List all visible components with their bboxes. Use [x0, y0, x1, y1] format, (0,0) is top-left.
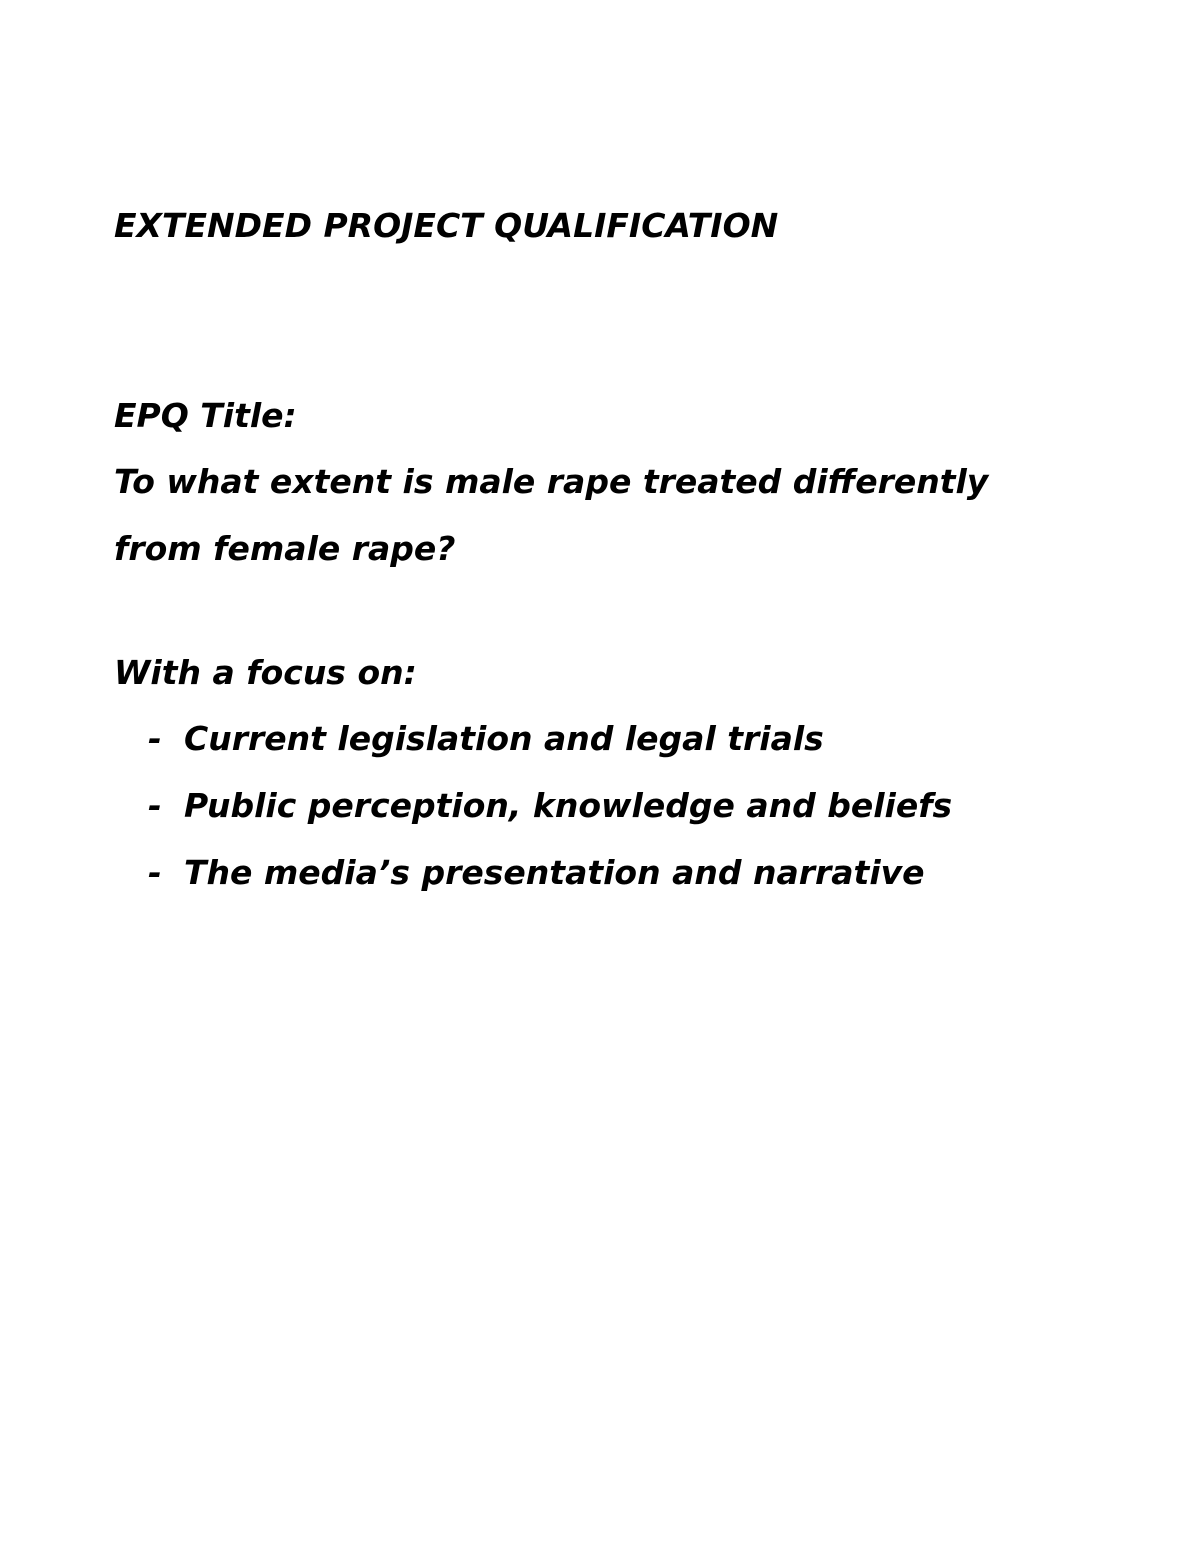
- focus-list-item: [148, 719, 952, 786]
- bullet-dash: -: [148, 853, 162, 892]
- bullet-dash: -: [148, 719, 162, 758]
- focus-item-text: Current legislation and legal trials: [184, 719, 824, 758]
- document-heading: EXTENDED PROJECT QUALIFICATION: [114, 206, 779, 245]
- focus-item-text: Public perception, knowledge and beliefs: [184, 786, 953, 825]
- focus-label: With a focus on:: [114, 653, 417, 692]
- focus-list-item: [148, 786, 952, 853]
- epq-question-line-2: from female rape?: [114, 529, 456, 568]
- focus-item-text: The media’s presentation and narrative: [184, 853, 925, 892]
- epq-question-line-1: To what extent is male rape treated differently: [114, 462, 989, 501]
- focus-list-item: [148, 853, 952, 920]
- focus-list: [148, 719, 952, 920]
- bullet-dash: -: [148, 786, 162, 825]
- epq-title-label: EPQ Title:: [114, 396, 297, 435]
